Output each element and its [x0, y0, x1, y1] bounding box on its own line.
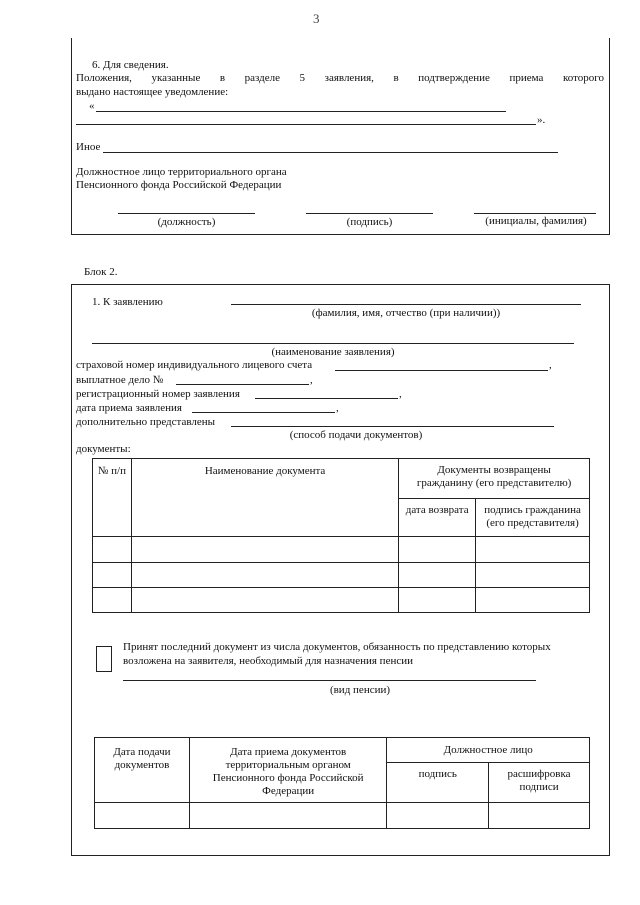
signature-caption: (подпись): [346, 216, 393, 228]
payment-case-label: выплатное дело №: [76, 374, 164, 386]
col-returned-header: Документы возвращены гражданину (его представителю): [399, 459, 590, 499]
snils-comma: ,: [549, 359, 552, 371]
pension-type-caption: (вид пенсии): [329, 684, 391, 696]
section6-line2: выдано настоящее уведомление:: [76, 86, 229, 98]
table-row: [95, 803, 590, 829]
cell[interactable]: [387, 803, 489, 829]
receive-date-line: [192, 412, 335, 413]
application-name-caption: (наименование заявления): [271, 346, 395, 358]
application-name-line: [92, 343, 574, 344]
table-row: [93, 588, 590, 613]
cell[interactable]: [131, 588, 398, 613]
receive-date-comma: ,: [336, 402, 339, 414]
cell[interactable]: [93, 537, 132, 563]
official-line2: Пенсионного фонда Российской Федерации: [76, 179, 282, 191]
snils-label: страховой номер индивидуального лицевого счета: [76, 359, 313, 371]
reg-number-line: [255, 398, 398, 399]
acceptance-table: [94, 737, 590, 829]
section6-title: 6. Для сведения.: [92, 59, 169, 71]
payment-case-comma: ,: [310, 374, 313, 386]
fio-caption: (фамилия, имя, отчество (при наличии)): [311, 307, 501, 319]
checkbox-text-line1: Принят последний документ из числа документов, обязанность по представлению которых: [123, 641, 551, 653]
cell[interactable]: [476, 563, 590, 588]
to-application-label: 1. К заявлению: [92, 296, 163, 308]
table-row: [93, 563, 590, 588]
name-line: [474, 213, 596, 214]
position-line: [118, 213, 255, 214]
receive-date-label: дата приема заявления: [76, 402, 182, 414]
cell[interactable]: [476, 588, 590, 613]
fio-line: [231, 304, 581, 305]
col-accept-date-header: Дата приема документов территориальным органом Пенсионного фонда Российской Федерации: [189, 738, 387, 803]
block2-title: Блок 2.: [84, 266, 118, 278]
cell[interactable]: [93, 588, 132, 613]
method-caption: (способ подачи документов): [289, 429, 423, 441]
cell[interactable]: [131, 537, 398, 563]
cell[interactable]: [399, 563, 476, 588]
col-return-date-header: дата возврата: [399, 499, 476, 537]
method-line: [231, 426, 554, 427]
col-decoding-header: расшифровка подписи: [489, 763, 590, 803]
table-row: [93, 537, 590, 563]
cell[interactable]: [489, 803, 590, 829]
reg-number-label: регистрационный номер заявления: [76, 388, 240, 400]
official-line1: Должностное лицо территориального органа: [76, 166, 287, 178]
block1-bottom-border: [71, 234, 610, 235]
cell[interactable]: [131, 563, 398, 588]
documents-table: [92, 458, 590, 613]
col-official-header: Должностное лицо: [387, 738, 590, 763]
col-submit-date-header: Дата подачи документов: [95, 738, 190, 803]
col-name-header: Наименование документа: [131, 459, 398, 537]
quote-line-2: [76, 124, 536, 125]
additionally-label: дополнительно представлены: [76, 416, 216, 428]
quote-close: ».: [537, 114, 546, 126]
position-caption: (должность): [157, 216, 216, 228]
other-line: [103, 152, 558, 153]
cell[interactable]: [189, 803, 387, 829]
other-label: Иное: [76, 141, 101, 153]
snils-line: [335, 370, 548, 371]
col-signature-header: подпись: [387, 763, 489, 803]
last-document-checkbox[interactable]: [96, 646, 112, 672]
cell[interactable]: [95, 803, 190, 829]
payment-case-line: [176, 384, 309, 385]
pension-type-line: [123, 680, 536, 681]
cell[interactable]: [93, 563, 132, 588]
page-number: 3: [313, 11, 320, 26]
block1-left-border: [71, 38, 72, 234]
cell[interactable]: [399, 588, 476, 613]
col-citizen-sig-header: подпись гражданина (его представителя): [476, 499, 590, 537]
quote-line-1: [96, 111, 506, 112]
quote-open: «: [89, 100, 95, 112]
section6-line1: Положения, указанные в разделе 5 заявления, в подтверждение приема которого: [76, 72, 604, 84]
documents-label: документы:: [76, 443, 131, 455]
name-caption: (инициалы, фамилия): [485, 215, 587, 227]
cell[interactable]: [399, 537, 476, 563]
signature-line: [306, 213, 433, 214]
col-num-header: № п/п: [93, 459, 132, 537]
checkbox-text-line2: возложена на заявителя, необходимый для назначения пенсии: [123, 655, 413, 667]
block1-right-border: [609, 38, 610, 234]
cell[interactable]: [476, 537, 590, 563]
reg-number-comma: ,: [399, 388, 402, 400]
